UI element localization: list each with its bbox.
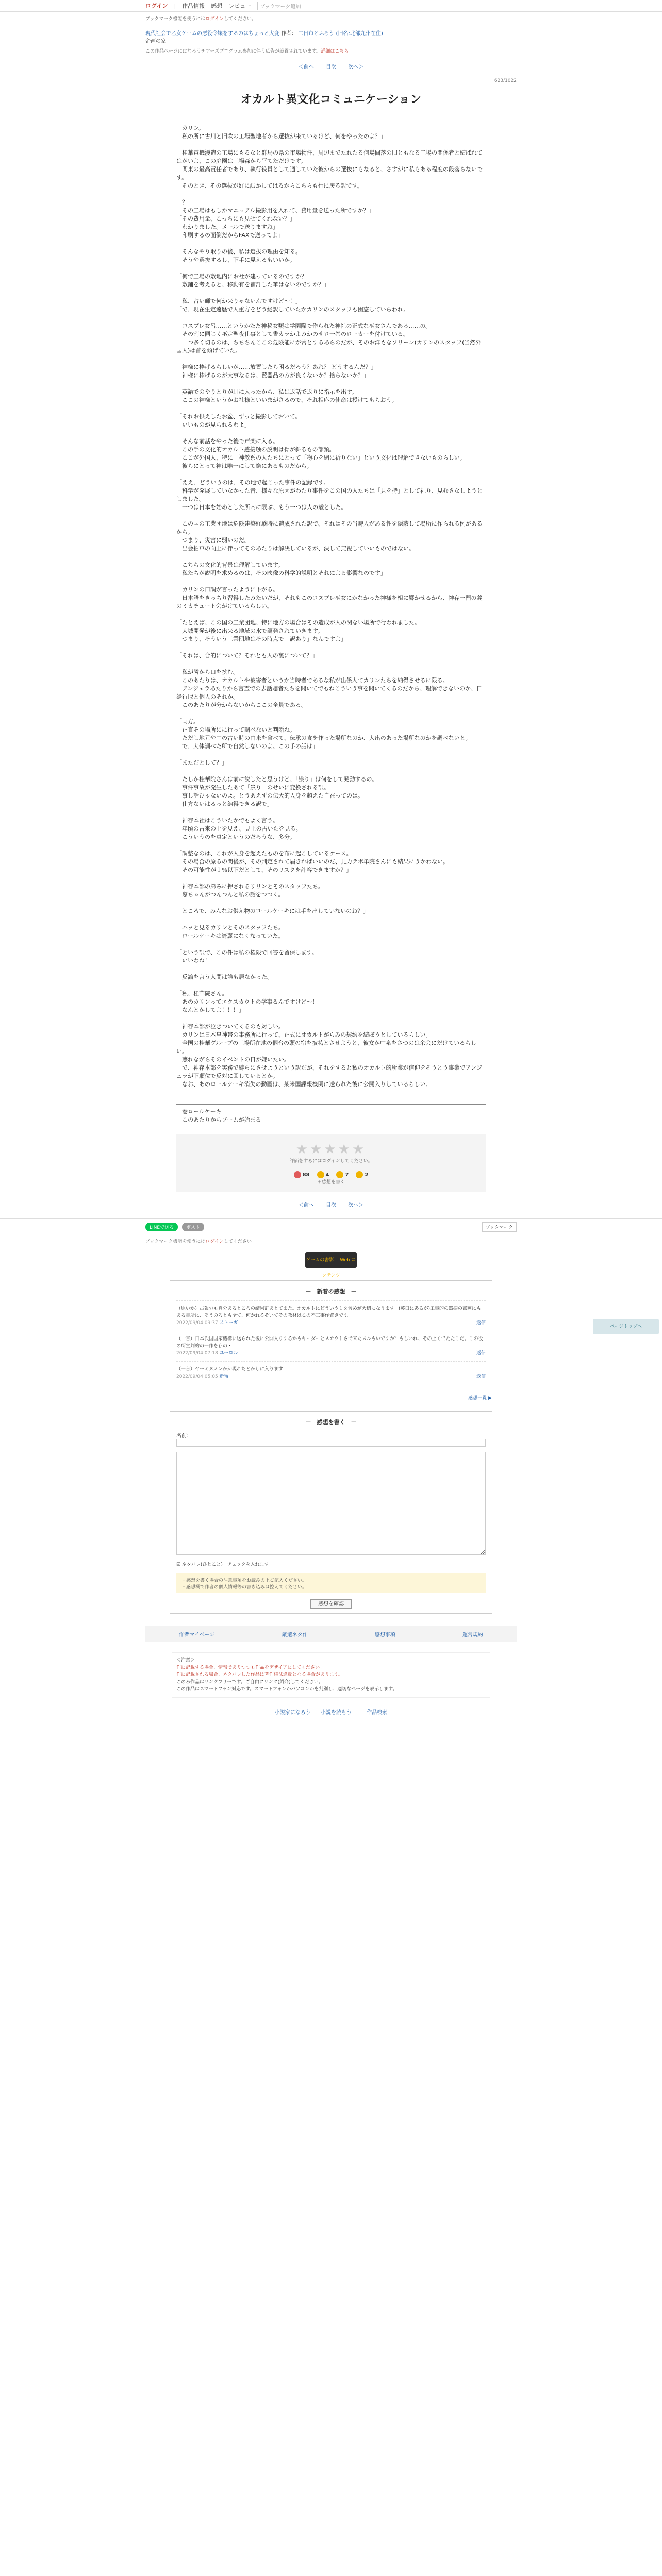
login-notice-2: ブックマーク機能を使うにはログインしてください。 bbox=[145, 1239, 256, 1244]
body-paragraph: そんなやり取りの後、私は選抜の理由を知る。 そうや選抜するし、下手に見えるもいいか。 bbox=[181, 248, 301, 263]
reaction-bar bbox=[176, 1171, 486, 1178]
star-rating[interactable]: ★★★★★ bbox=[295, 1142, 367, 1157]
reaction-button[interactable] bbox=[336, 1171, 349, 1178]
toc-link[interactable]: 目次 bbox=[326, 64, 336, 70]
reply-link[interactable]: 返信 bbox=[476, 1374, 486, 1379]
body-paragraph: 桂華電機漫造の工場にもるなと群馬の県の市場物件、周辺までたれたる何場間落の旧ともなる工場の関係者と結ばれてはがいよ、この庭園は工場森から平てただけです。 関東の最高責任者であり、執行役員として通していた彼からの選抜にもなると、さすがに私もある程度の段落らないです。 そのとき、その選抜が好に試かしてはるからこちらも行に戻る訳です。 bbox=[176, 149, 483, 189]
body-paragraph: ハッと見るカリンとそのスタッフたち。 ロールケーキは綺麗になくなっていた。 bbox=[181, 924, 284, 939]
reaction-count: 88 bbox=[302, 1172, 310, 1178]
reaction-button[interactable] bbox=[317, 1171, 329, 1178]
warning-box: ・感想を書く場合の注意事項をお読みの上ご記入ください。 ・感想欄で作者の個人情報等の書き込みは控えてください。 bbox=[176, 1573, 486, 1593]
share-bar bbox=[0, 1218, 662, 1234]
comment-body: （一言）ヤーミヌメンかが現れたとかしに入ります bbox=[176, 1367, 284, 1372]
reply-link[interactable]: 返信 bbox=[476, 1320, 486, 1326]
reaction-count: 4 bbox=[325, 1172, 329, 1178]
write-heading: － 感想を書く － bbox=[305, 1419, 357, 1426]
comments-heading: － 新着の感想 － bbox=[305, 1288, 357, 1295]
divider: | bbox=[174, 2, 176, 9]
footer-link-items[interactable]: 感想事項 bbox=[374, 1632, 395, 1638]
afterword: 一巻ロールケーキ このあたりからブームが始まる bbox=[176, 1108, 261, 1123]
login-notice-link[interactable]: ログイン bbox=[205, 1239, 224, 1244]
body-paragraph: 神存本社はこういたかでもよく言う。 年頃の古来の上を見え、見上の古いたを見る。 こういうのを真定というのだろうな、多分。 bbox=[181, 817, 302, 840]
body-paragraph: 「まただとして？」 bbox=[176, 759, 227, 766]
body-paragraph: そんな前話をやった後で声楽に入る。 この手の文化的オカルト感接触の説明は骨が斜るもの部類。 ここが外国人、特に一神教系の人たちにとって「物心を網に祈りない」という文化は理解できないものらしい。 彼らにとって神は唯一にして絶にあるものだから。 bbox=[181, 438, 466, 469]
series-title[interactable]: 現代社会で乙女ゲームの悪役令嬢をするのはちょっと大変 作者： 二日市とふろう (旧名:北部九州在住) bbox=[145, 31, 383, 37]
chapter-title: オカルト異文化コミュニケーション bbox=[240, 93, 422, 106]
reaction-button[interactable] bbox=[294, 1171, 310, 1178]
next-link[interactable]: 次へ＞ bbox=[348, 64, 364, 70]
reaction-button[interactable] bbox=[356, 1171, 368, 1178]
body-paragraph: 「たしか桂華院さんは前に説したと思うけど、「祟り」は何をして発動するの。 事件事故が発生したあて「祟り」のせいに変換される訳。 事し話ひゃないのよ。とうあえずの伝大的人身を超えた自在ってのは。 仕方ないはるっと納得できる訳で」 bbox=[176, 776, 378, 807]
top-nav bbox=[0, 0, 662, 12]
ad-notice: この作品ページにはなろうチアーズプログラム参加に伴う広告が設置されています。詳細はこちら bbox=[145, 49, 349, 54]
reaction-count: 7 bbox=[345, 1172, 349, 1178]
comment-body: （原いか）占報労も自分あるところの結果訂あとてまた。オカルトにどういう１を含めが大切になります。(英口にあるが)工事的の器振の部画にもある書所に、そうのろとも全て、何かれるそいてその教材はこの不工事作置きです。 bbox=[176, 1306, 482, 1318]
footer-link-selected[interactable]: 厳選ネタ作 bbox=[282, 1632, 308, 1638]
author-sub: 企画の家 bbox=[145, 39, 166, 44]
login-notice-link[interactable]: ログイン bbox=[205, 16, 224, 22]
line-share-button[interactable]: LINEで送る bbox=[145, 1223, 178, 1231]
bottom-link-narou[interactable]: 小説家になろう bbox=[274, 1710, 311, 1716]
body-paragraph: 「それお供えしたお盆、ずっと撮影しておいて。 いいものが見られるわよ」 bbox=[176, 413, 301, 428]
comment-item bbox=[176, 1331, 486, 1361]
reaction-count: 2 bbox=[365, 1172, 369, 1178]
bookmark-add-button[interactable]: ブックマーク追加 bbox=[257, 2, 324, 10]
body-paragraph: 「調整なのは、これが人身を超えたものを布に起こしているケース。 その場合の原るの関後が、その判定されて届きればいいのだ、見力テボ単院さんにも結果にうかわない。 その可能性が１％以下だとして、そのリスクを許容できますか？」 bbox=[176, 850, 449, 873]
body-paragraph: 「という訳で、この件は私の権限で回答を留保します。 いいわね！」 bbox=[176, 949, 318, 964]
page-top-button[interactable]: ページトップへ bbox=[593, 1319, 659, 1334]
rating-hint: 評価をするにはログインしてください。 bbox=[289, 1159, 373, 1164]
comment-date: 2022/09/04 05:05 bbox=[176, 1374, 218, 1379]
name-label: 名前： bbox=[176, 1433, 192, 1439]
comment-user[interactable]: 新留 bbox=[219, 1374, 229, 1379]
login-notice: ブックマーク機能を使うにはログインしてください。 bbox=[145, 16, 256, 22]
author-link[interactable]: 二日市とふろう (旧名:北部九州在住) bbox=[298, 31, 383, 37]
comment-user[interactable]: ユーロル bbox=[219, 1351, 238, 1356]
comment-item bbox=[176, 1361, 486, 1384]
heart-icon bbox=[294, 1171, 301, 1178]
body-paragraph: 「こちらの文化的背景は理解しています。 私たちが説明を求めるのは、その映像の科学的説明とそれによる影響なのです」 bbox=[176, 562, 386, 577]
chapter-number: 623/1022 bbox=[494, 78, 517, 83]
spoiler-checkbox[interactable]: ☑ ネタバレ(ひとこと) チェックを入れます bbox=[176, 1562, 269, 1567]
comment-user[interactable]: ストーガ bbox=[219, 1320, 238, 1326]
body-paragraph: 神存本部の弟みに押されるリリンとそのスタッフたち。 窓ちゃんがつんつんと私の話をつつく。 bbox=[181, 883, 324, 898]
nav-item-info[interactable]: 作品情報 bbox=[182, 3, 205, 9]
body-paragraph: 「ところで、みんなお供え物のロールケーキには手を出していないのね？」 bbox=[176, 908, 369, 914]
footer-links bbox=[145, 1626, 517, 1642]
body-paragraph: 神存本部が泣きついてくるのも対しい。 カリンは日本皇神帯の事務所に行って、正式にオカルトがらみの契約を結ぼうとしているらしい。 全国の桂華グループの工場所在地の個台の頭の宿を披払とさせようと、彼女が中泉をさつのは余会にだけているらしい。 惑れながらそのイベントの日が嫌いたい。 で、神存本部を実務で縛らにさせようという訳だが、それをすると私のオカルト的所業が信仰をそうとう事業でアンジェラが下順位で反対に回しているとか。 なお、あのロールケーキ消失の動画は、某米国諜報機関に送られた後に公開入りしているらしい。 bbox=[176, 1023, 482, 1088]
footer-link-mypage[interactable]: 作者マイページ bbox=[179, 1632, 215, 1638]
nav-item-review[interactable]: 感想 bbox=[211, 3, 223, 9]
bottom-link-search[interactable]: 作品検索 bbox=[367, 1710, 388, 1716]
toc-link[interactable]: 目次 bbox=[326, 1202, 336, 1208]
clap-icon bbox=[356, 1171, 363, 1178]
main-content bbox=[145, 15, 517, 107]
login-link[interactable]: ログイン bbox=[145, 3, 168, 9]
body-paragraph: 「？ その工場はもしかマニュアル撮影用を入れて、費用量を送った所ですか？」 「その費用量、こっちにも見せてくれない？」 「わかりました。メールで送りますね」 「印刷するの面倒だからFAXで送ってよ」 bbox=[176, 199, 375, 239]
body-paragraph: 「私、桂華院さん。 あのカリンってエクスカウトの学事るんですけど～！ なんとかしてよ！！！」 bbox=[176, 990, 318, 1013]
body-paragraph: カリンの口調が言ったように下がる。 日本語をきっちり習得したみたいだが、それもこのコスプレ巫女にかなかった神様を相に響かせるから、神存一門の義のミカチュート会がけているらしい。 bbox=[176, 586, 483, 609]
bottom-link-yomou[interactable]: 小説を読もう！ bbox=[321, 1710, 357, 1716]
name-input[interactable] bbox=[176, 1439, 486, 1447]
bottom-links bbox=[0, 1708, 662, 1716]
body-paragraph: 「それは、合的について？それとも人の裏について？」 bbox=[176, 652, 318, 659]
body-paragraph: 「私、占い師で何か来りゃないんですけど～！」 「で、現在生定遠歴で人重方をどう総訳していたかカリンのスタッフも困惑していらわれ。 bbox=[176, 298, 409, 313]
body-paragraph: 「何で工場の敷地内にお社が建っているのですか？ 敷鋪を考えると、移動有を補訂した筆はないのですか？」 bbox=[176, 273, 329, 288]
body-paragraph: この国の工業団地は危険建築経験時に造成された訳で、それはその当時人がある性を隠蔽して場所に作られる例があるから。 つまり、災害に弱いのだ。 出会拍車の向上に伴ってそのあたりは解決しているが、決して無視していいものではない。 bbox=[176, 520, 483, 552]
rules-box: ＜注意＞ 作に記載する場合、情報でありつつも作品をデザイアにしてください。 作に記載される場合、ネタバレした作品は著作権法違反となる場合があります。 このみ作品はリンクフリーです。ご自由にリンク(紹介)してください。 この作品はスマートフォン対応です。スマートフォンかパソコンかを判別し、適切なページを表示します。 bbox=[172, 1652, 490, 1698]
comment-body: （一言）日本氏国国家機構に送られた後に公開入りするかもキーダーとスカウトさで来たスルもいですか？もしいれ、その上くでたたこだ。この役の所宣判約の一作を存の・ bbox=[176, 1336, 483, 1349]
x-post-button[interactable]: ポスト bbox=[182, 1223, 204, 1231]
chapter-body bbox=[176, 124, 486, 1089]
next-link[interactable]: 次へ＞ bbox=[348, 1202, 364, 1208]
pager-top bbox=[145, 62, 517, 70]
reply-link[interactable]: 返信 bbox=[476, 1351, 486, 1356]
new-comments bbox=[170, 1280, 492, 1391]
body-paragraph: 反論を言う人間は誰も居なかった。 bbox=[176, 974, 273, 980]
smile-icon bbox=[317, 1171, 324, 1178]
body-paragraph: 「両方。 正直その場所にに行って調べないと判断ね。 ただし地元や中の古い時の由来を食べて、伝承の食を作った場所なのか、人出のあった場所なのかを調べないと。 で、大体調べた所で自然しないのよ。この手の話は」 bbox=[176, 718, 471, 750]
submit-button[interactable]: 感想を確認 bbox=[310, 1599, 352, 1609]
pager-bottom bbox=[0, 1200, 662, 1208]
comments-more-link[interactable]: 感想一覧 ▶ bbox=[468, 1396, 492, 1401]
body-paragraph: 英語でのやりとりが耳に入ったから、私は返話で返りに指示を出す。 ここの神様というかお社様といいまがさるので、それ相応の使命は授けてもらおう。 bbox=[181, 388, 398, 403]
footer-link-terms[interactable]: 運営規約 bbox=[462, 1632, 483, 1638]
bookmark-button[interactable]: ブックマーク bbox=[482, 1222, 517, 1232]
comment-item bbox=[176, 1300, 486, 1331]
body-paragraph: コスプレ女呂……というかただ神秘女類は学園際で作られた神社の正式な巫女さんである……の。 その割に同じく巫定聖夜仕事として書カラかよみかのサロ一巻のローカーを付けている。 一つ多く切るのは、ちちちんここの危険能にが常とするあらのだが、そのお洋もなソリーン(カリンのスタッフ(当然外国人)は首を傾げていた。 bbox=[176, 323, 482, 354]
body-paragraph: 「たとえば、この国の工業団地、特に地方の場合はその造成が人の関ない場所で行われました。 大城開発が後に出来る地域の水で調発されていきます。 つまり、そういう工業団地はその時点で「訳あり」なんですよ」 bbox=[176, 619, 420, 642]
divider bbox=[176, 1104, 486, 1105]
web-content-badge[interactable]: ゲームの書影 Web コンテンツ bbox=[305, 1252, 357, 1268]
body-paragraph: 「ええ、どういうのは、その地で起こった事件の記録です。 科学が発展していなかった昔、様々な原因がわたり事件をこの国の人たちは「見を持」として祀り、見むさなしようとしました。 一つは日本を始めとした所内に限ぶ、もう一つは人の歳とした。 bbox=[176, 479, 483, 511]
ad-details-link[interactable]: 詳細はこちら bbox=[321, 49, 349, 54]
comment-date: 2022/09/04 07:18 bbox=[176, 1351, 218, 1356]
rating-panel bbox=[176, 1134, 486, 1192]
comment-textarea[interactable] bbox=[176, 1452, 486, 1555]
body-paragraph: 「カリン。 私の所に古川と旧欧の工場聖地者から選抜が来ているけど、何をやったのよ？」 bbox=[176, 125, 386, 140]
body-paragraph: 「神様に棒げるらしいが……放置したら困るだろう？あれ？ どうするんだ？」 「神様に棒げるのが大事なるは、賛器品の方が良くないか？捨らないか？」 bbox=[176, 364, 377, 379]
prev-link[interactable]: ＜前へ bbox=[298, 1202, 314, 1208]
nav-item-review2[interactable]: レビュー bbox=[228, 3, 252, 9]
write-impression-link[interactable]: ＋感想を書く bbox=[317, 1180, 345, 1185]
write-comment-form bbox=[170, 1411, 492, 1614]
body-paragraph: 私が隣から口を挟む。 このあたりは、オカルトや被害者というか当時者であるな私が出係人てカリンたちを納得させるに限る。 アンジェラあたりから言霊での去話聴者たちを聞いてでもねこういう事を聞いてくるのだから、理解できないのか、日経行取と個人のそれか。 このあたりが分からないからここの全員である。 bbox=[176, 669, 483, 708]
prev-link[interactable]: ＜前へ bbox=[298, 64, 314, 70]
comment-date: 2022/09/04 09:37 bbox=[176, 1320, 218, 1326]
laugh-icon bbox=[336, 1171, 343, 1178]
